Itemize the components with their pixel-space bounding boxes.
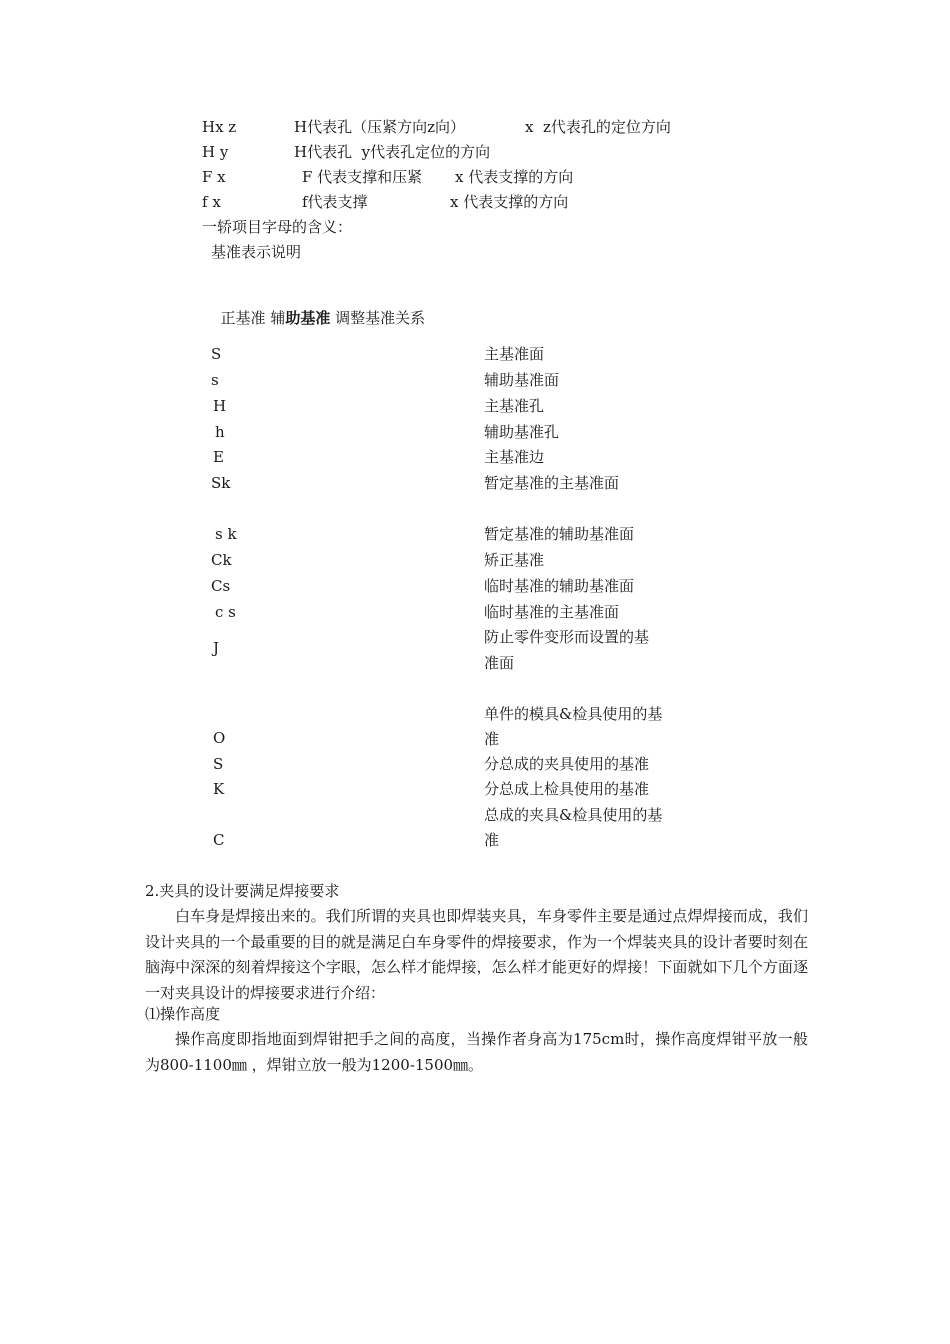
code-line-2-code: H y xyxy=(202,143,229,161)
datum-type-aux-prefix: 辅 xyxy=(270,309,286,327)
datum-meaning: 临时基准的辅助基准面 xyxy=(484,577,635,595)
datum-type-aux-bold: 助基准 xyxy=(285,309,331,327)
datum-meaning: 主基准边 xyxy=(484,448,545,466)
code-line-3-code: F x xyxy=(202,168,226,186)
datum-symbol: O xyxy=(213,729,226,747)
datum-symbol: K xyxy=(213,780,225,798)
datum-notation-heading: 基准表示说明 xyxy=(211,243,302,261)
section-heading: 2.夹具的设计要满足焊接要求 xyxy=(145,882,340,900)
sub-heading: ⑴操作高度 xyxy=(145,1005,221,1023)
datum-meaning: 临时基准的主基准面 xyxy=(484,603,620,621)
letters-meaning-heading: 一轿项目字母的含义： xyxy=(202,218,353,236)
code-line-4-desc: f代表支撑 xyxy=(302,193,368,211)
code-line-2-desc: H代表孔 y代表孔定位的方向 xyxy=(294,143,491,161)
datum-symbol: h xyxy=(215,423,225,441)
datum-meaning: 矫正基准 xyxy=(484,551,545,569)
datum-meaning: 辅助基准孔 xyxy=(484,423,560,441)
datum-meaning: 辅助基准面 xyxy=(484,371,560,389)
datum-symbol: s k xyxy=(215,525,237,543)
datum-type-adjust: 调整基准关系 xyxy=(335,309,426,327)
datum-meaning-continued: 准 xyxy=(484,831,500,849)
code-line-1-dir: x z代表孔的定位方向 xyxy=(525,118,671,136)
datum-symbol: S xyxy=(211,345,222,363)
datum-meaning: 防止零件变形而设置的基 xyxy=(484,628,650,646)
datum-symbol: Sk xyxy=(211,474,231,492)
code-line-3-dir: x 代表支撑的方向 xyxy=(455,168,574,186)
code-line-1-desc: H代表孔（压紧方向z向） xyxy=(294,118,465,136)
datum-meaning: 主基准面 xyxy=(484,345,545,363)
datum-type-primary: 正基准 xyxy=(220,309,266,327)
datum-symbol: H xyxy=(213,397,227,415)
code-line-4-dir: x 代表支撑的方向 xyxy=(450,193,569,211)
datum-meaning: 主基准孔 xyxy=(484,397,545,415)
datum-meaning: 单件的模具&检具使用的基 xyxy=(484,705,663,723)
datum-symbol: Cs xyxy=(211,577,231,595)
datum-types-line xyxy=(211,296,425,326)
code-line-3-desc: F 代表支撑和压紧 xyxy=(302,168,423,186)
datum-meaning-continued: 准 xyxy=(484,730,500,748)
datum-meaning: 分总成上检具使用的基准 xyxy=(484,780,650,798)
datum-meaning: 暂定基准的辅助基准面 xyxy=(484,525,635,543)
datum-symbol: J xyxy=(213,639,220,657)
datum-meaning: 分总成的夹具使用的基准 xyxy=(484,755,650,773)
datum-symbol: Ck xyxy=(211,551,232,569)
datum-symbol: E xyxy=(213,448,224,466)
section-paragraph: 白车身是焊接出来的。我们所谓的夹具也即焊装夹具，车身零件主要是通过点焊焊接而成，我们设计夹具的一个最重要的目的就是满足白车身零件的焊接要求，作为一个焊装夹具的设计者要时刻在脑海中深深的刻着焊接这个字眼，怎么样才能焊接，怎么样才能更好的焊接！下面就如下几个方面逐一对夹具设计的焊接要求进行介绍： xyxy=(145,907,808,1002)
datum-symbol: C xyxy=(213,831,225,849)
code-line-4-code: f x xyxy=(202,193,221,211)
datum-meaning-continued: 准面 xyxy=(484,654,515,672)
sub-paragraph: 操作高度即指地面到焊钳把手之间的高度，当操作者身高为175cm时，操作高度焊钳平放一般为800-1100㎜ ，焊钳立放一般为1200-1500㎜。 xyxy=(145,1030,808,1074)
datum-symbol: S xyxy=(213,755,224,773)
code-line-1-code: Hx z xyxy=(202,118,237,136)
datum-meaning: 暂定基准的主基准面 xyxy=(484,474,620,492)
datum-symbol: c s xyxy=(215,603,236,621)
datum-meaning: 总成的夹具&检具使用的基 xyxy=(484,806,663,824)
datum-symbol: s xyxy=(211,371,219,389)
